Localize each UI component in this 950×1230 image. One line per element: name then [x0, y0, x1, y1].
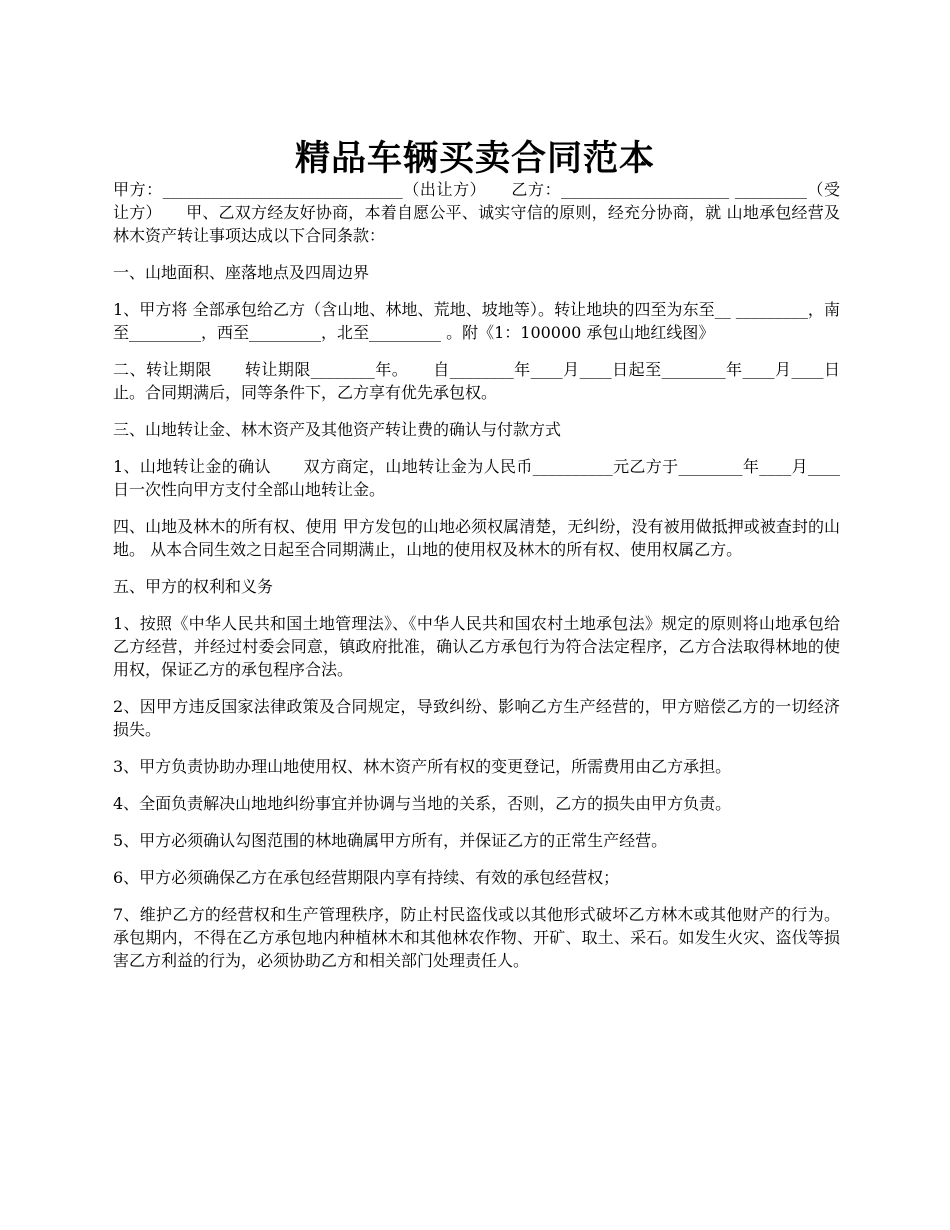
clause-5-6: 6、甲方必须确保乙方在承包经营期限内享有持续、有效的承包经营权； [113, 868, 620, 887]
clause-5-4: 4、全面负责解决山地地纠纷事宜并协调与当地的关系，否则，乙方的损失由甲方负责。 [113, 794, 732, 813]
clause-3-1: 1、山地转让金的确认 双方商定，山地转让金为人民币__________元乙方于________年____月____日一次性向甲方支付全部山地转让金。 [113, 457, 840, 499]
clause-5-2: 2、因甲方违反国家法律政策及合同规定，导致纠纷、影响乙方生产经营的，甲方赔偿乙方的一切经济损失。 [113, 697, 840, 739]
section-heading-4: 四、山地及林木的所有权、使用 甲方发包的山地必须权属清楚，无纠纷，没有被用做抵押或被查封的山地。 从本合同生效之日起至合同期满止，山地的使用权及林木的所有权、使用权属乙方。 [113, 517, 840, 559]
document-title: 精品车辆买卖合同范本 [294, 138, 655, 180]
section-heading-1: 一、山地面积、座落地点及四周边界 [113, 263, 370, 282]
clause-5-7: 7、维护乙方的经营权和生产管理秩序，防止村民盗伐或以其他形式破坏乙方林木或其他财产的行为。承包期内，不得在乙方承包地内种植林木和其他林农作物、开矿、取土、采石。如发生火灾、盗伐等损害乙方利益的行为，必须协助乙方和相关部门处理责任人。 [113, 905, 840, 970]
clause-1-1: 1、甲方将 全部承包给乙方（含山地、林地、荒地、坡地等）。转让地块的四至为东至__ _________，南至_________，西至_________，北至_________ 。附《1：100000 承包山地红线图》 [113, 300, 840, 342]
clause-5-5: 5、甲方必须确认勾图范围的林地确属甲方所有，并保证乙方的正常生产经营。 [113, 831, 668, 850]
clause-5-1: 1、按照《中华人民共和国土地管理法》、《中华人民共和国农村土地承包法》规定的原则将山地承包给乙方经营，并经过村委会同意，镇政府批准，确认乙方承包行为符合法定程序，乙方合法取得林地的使用权，保证乙方的承包程序合法。 [113, 614, 840, 679]
section-heading-3: 三、山地转让金、林木资产及其他资产转让费的确认与付款方式 [113, 420, 562, 439]
document-body [113, 178, 840, 986]
intro-paragraph: 甲方：______________________________（出让方） 乙方：_____________________ _________（受让方） 甲、乙双方经友好协商，本着自愿公平、诚实守信的原则，经充分协商，就 山地承包经营及林木资产转让事项达成以下合同条款： [113, 180, 840, 245]
clause-5-3: 3、甲方负责协助办理山地使用权、林木资产所有权的变更登记，所需费用由乙方承担。 [113, 757, 732, 776]
section-heading-5: 五、甲方的权利和义务 [113, 577, 274, 596]
section-heading-2: 二、转让期限 转让期限________年。 自________年____月____日起至________年____月____日止。合同期满后，同等条件下，乙方享有优先承包权。 [113, 360, 840, 402]
